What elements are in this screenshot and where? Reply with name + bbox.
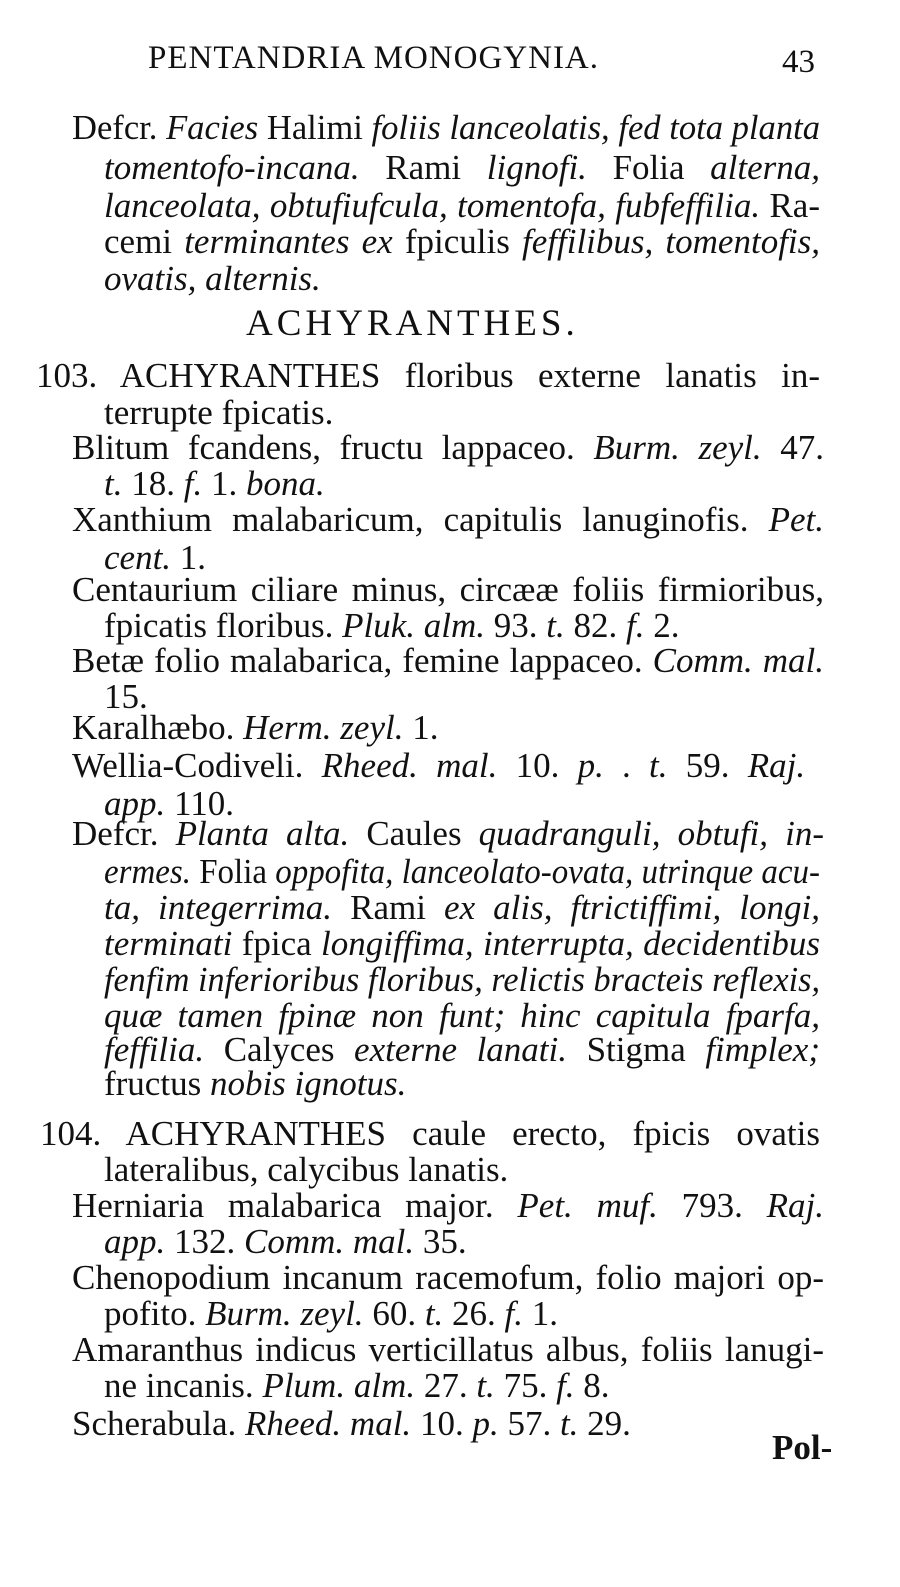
roman-text: fpiculis bbox=[404, 222, 523, 261]
roman-text: Herniaria malabarica major. bbox=[72, 1186, 518, 1225]
entry-103-line bbox=[72, 708, 438, 748]
italic-text: t. bbox=[424, 1294, 453, 1333]
roman-text: 27. bbox=[423, 1366, 477, 1405]
italic-text: f. bbox=[626, 606, 654, 645]
italic-text: Herm. zeyl. bbox=[243, 708, 413, 747]
italic-text: Plum. alm. bbox=[262, 1366, 424, 1405]
entry-104-line bbox=[104, 1150, 508, 1190]
roman-text: 93. bbox=[493, 606, 547, 645]
roman-text: Rami bbox=[350, 888, 445, 927]
roman-text: 132. bbox=[174, 1222, 244, 1261]
roman-text: 104. ACHYRANTHES caule erecto, fpicis ovatis bbox=[40, 1114, 820, 1153]
roman-text: Blitum fcandens, fructu lappaceo. bbox=[72, 428, 594, 467]
roman-text: . bbox=[622, 746, 650, 785]
roman-text: Rami bbox=[385, 148, 487, 187]
entry-103-line bbox=[104, 852, 820, 892]
italic-text: f. bbox=[556, 1366, 584, 1405]
roman-text: 82. bbox=[573, 606, 627, 645]
italic-text: Pluk. alm. bbox=[342, 606, 494, 645]
italic-text: app. bbox=[104, 1222, 174, 1261]
roman-text: 35. bbox=[422, 1222, 467, 1261]
italic-text: ta, integerrima. bbox=[104, 888, 351, 927]
entry-103-line bbox=[104, 924, 820, 964]
italic-text: Burm. zeyl. bbox=[205, 1294, 373, 1333]
roman-text: 47. bbox=[780, 428, 824, 467]
entry-103-line bbox=[72, 814, 824, 854]
entry-103-line bbox=[72, 641, 824, 681]
genus-heading: ACHYRANTHES. bbox=[246, 303, 579, 344]
entry-103-line bbox=[36, 356, 820, 396]
italic-text: Comm. mal. bbox=[244, 1222, 423, 1261]
italic-text: foliis lanceolatis, fed tota planta bbox=[371, 108, 820, 147]
entry-104-line bbox=[72, 1404, 631, 1444]
roman-text: 75. bbox=[503, 1366, 557, 1405]
italic-text: p. bbox=[472, 1404, 508, 1443]
italic-text: t. bbox=[546, 606, 574, 645]
roman-text: terrupte fpicatis. bbox=[104, 393, 334, 432]
descr-line bbox=[72, 108, 820, 148]
roman-text: 60. bbox=[372, 1294, 425, 1333]
italic-text: feffilibus, tomentofis, bbox=[522, 222, 821, 261]
entry-104-line bbox=[104, 1294, 558, 1334]
entry-103-line bbox=[72, 570, 824, 610]
entry-103-line bbox=[104, 888, 820, 928]
entry-103-line bbox=[104, 606, 680, 646]
italic-text: oppofita, lanceolato-ovata, utrinque acu- bbox=[275, 852, 820, 891]
roman-text: Stigma bbox=[586, 1030, 706, 1069]
entry-103-line bbox=[72, 746, 805, 786]
entry-103-line bbox=[104, 393, 333, 433]
italic-text: f. bbox=[504, 1294, 532, 1333]
italic-text: Comm. mal. bbox=[652, 641, 824, 680]
roman-text: Karalhæbo. bbox=[72, 708, 244, 747]
roman-text: fpicatis floribus. bbox=[104, 606, 343, 645]
italic-text: fimplex; bbox=[705, 1030, 820, 1069]
roman-text: 10. bbox=[515, 746, 578, 785]
italic-text: Burm. zeyl. bbox=[593, 428, 781, 467]
entry-104-line bbox=[104, 1366, 610, 1406]
running-head: PENTANDRIA MONOGYNIA. bbox=[148, 40, 600, 76]
italic-text: Raj. bbox=[747, 746, 806, 785]
italic-text: ermes. bbox=[104, 852, 200, 891]
italic-text: terminantes ex bbox=[184, 222, 405, 261]
italic-text: lanceolata, obtufiufcula, tomentofa, fubfeffilia. bbox=[104, 186, 770, 225]
roman-text: Calyces bbox=[223, 1030, 355, 1069]
roman-text: 1. bbox=[179, 538, 207, 577]
italic-text: t. bbox=[559, 1404, 588, 1443]
roman-text: cemi bbox=[104, 222, 185, 261]
roman-text: 29. bbox=[587, 1404, 631, 1443]
italic-text: Pet. muf. bbox=[517, 1186, 682, 1225]
italic-text: Planta alta. bbox=[175, 814, 367, 853]
entry-104-line bbox=[72, 1330, 824, 1370]
entry-104-line bbox=[72, 1258, 824, 1298]
italic-text: alterna, bbox=[710, 148, 821, 187]
roman-text: Defcr. bbox=[72, 108, 167, 147]
italic-text: t. bbox=[476, 1366, 504, 1405]
entry-104-line bbox=[104, 1222, 467, 1262]
entry-103-line bbox=[104, 960, 820, 1000]
roman-text: Xanthium malabaricum, capitulis lanuginofis. bbox=[72, 500, 769, 539]
roman-text: Chenopodium incanum racemofum, folio majori op- bbox=[72, 1258, 824, 1297]
italic-text: Pet. bbox=[768, 500, 824, 539]
italic-text: Raj. bbox=[766, 1186, 824, 1225]
roman-text: 10. bbox=[419, 1404, 473, 1443]
roman-text: Ra- bbox=[769, 186, 820, 225]
roman-text: 793. bbox=[681, 1186, 767, 1225]
roman-text: ne incanis. bbox=[104, 1366, 263, 1405]
italic-text: quadranguli, obtufi, in- bbox=[478, 814, 824, 853]
roman-text: Betæ folio malabarica, femine lappaceo. bbox=[72, 641, 653, 680]
italic-text: Rheed. mal. bbox=[244, 1404, 420, 1443]
descr-line bbox=[104, 259, 321, 299]
italic-text: ex alis, ftrictiffimi, longi, bbox=[444, 888, 821, 927]
italic-text: tomentofo-incana. bbox=[104, 148, 386, 187]
roman-text: 18. bbox=[131, 464, 184, 503]
entry-103-line bbox=[104, 464, 325, 504]
roman-text: 15. bbox=[104, 677, 148, 716]
roman-text: 57. bbox=[507, 1404, 560, 1443]
italic-text: terminati bbox=[104, 924, 242, 963]
roman-text: 8. bbox=[583, 1366, 610, 1405]
descr-line bbox=[104, 222, 820, 262]
descr-line bbox=[104, 148, 820, 188]
italic-text: ovatis, alternis. bbox=[104, 259, 321, 298]
italic-text: f. bbox=[183, 464, 211, 503]
roman-text: 2. bbox=[653, 606, 680, 645]
roman-text: Defcr. bbox=[72, 814, 176, 853]
roman-text: 59. bbox=[685, 746, 748, 785]
descr-line bbox=[104, 186, 820, 226]
italic-text: t. bbox=[649, 746, 686, 785]
entry-104-line bbox=[40, 1114, 820, 1154]
roman-text: Folia bbox=[199, 852, 276, 891]
roman-text: fructus bbox=[104, 1064, 210, 1103]
roman-text: Caules bbox=[366, 814, 479, 853]
roman-text: 1. bbox=[412, 708, 439, 747]
entry-104-line bbox=[72, 1186, 824, 1226]
roman-text: Scherabula. bbox=[72, 1404, 245, 1443]
roman-text: 1. bbox=[210, 464, 246, 503]
roman-text: fpica bbox=[241, 924, 322, 963]
roman-text: Wellia-Codiveli. bbox=[72, 746, 322, 785]
roman-text: 1. bbox=[531, 1294, 559, 1333]
italic-text: longiffima, interrupta, decidentibus bbox=[321, 924, 821, 963]
roman-text: 110. bbox=[174, 784, 234, 823]
italic-text: externe lanati. bbox=[354, 1030, 587, 1069]
italic-text: feffilia. bbox=[104, 1030, 224, 1069]
roman-text: pofito. bbox=[104, 1294, 206, 1333]
roman-text: Halimi bbox=[266, 108, 372, 147]
italic-text: p. bbox=[577, 746, 623, 785]
italic-text: bona. bbox=[245, 464, 325, 503]
roman-text: lateralibus, calycibus lanatis. bbox=[104, 1150, 509, 1189]
italic-text: t. bbox=[104, 464, 132, 503]
roman-text: 103. ACHYRANTHES floribus externe lanatis in- bbox=[36, 356, 820, 395]
italic-text: fenfim inferioribus floribus, relictis bracteis reflexis, bbox=[104, 960, 820, 999]
italic-text: Rheed. mal. bbox=[321, 746, 516, 785]
roman-text: 26. bbox=[452, 1294, 505, 1333]
entry-103-line bbox=[72, 428, 824, 468]
roman-text: Amaranthus indicus verticillatus albus, foliis lanugi- bbox=[72, 1330, 824, 1369]
italic-text: nobis ignotus. bbox=[209, 1064, 407, 1103]
catchword: Pol- bbox=[772, 1428, 833, 1467]
italic-text: lignofi. bbox=[486, 148, 613, 187]
italic-text: cent. bbox=[104, 538, 180, 577]
italic-text: app. bbox=[104, 784, 174, 823]
entry-103-line bbox=[104, 1064, 406, 1104]
roman-text: Centaurium ciliare minus, circææ foliis firmioribus, bbox=[72, 570, 824, 609]
roman-text: Folia bbox=[612, 148, 711, 187]
entry-103-line bbox=[72, 500, 824, 540]
italic-text: quæ tamen fpinæ non funt; hinc capitula fparfa, bbox=[104, 996, 820, 1035]
page-number: 43 bbox=[782, 44, 815, 80]
italic-text: Facies bbox=[166, 108, 267, 147]
